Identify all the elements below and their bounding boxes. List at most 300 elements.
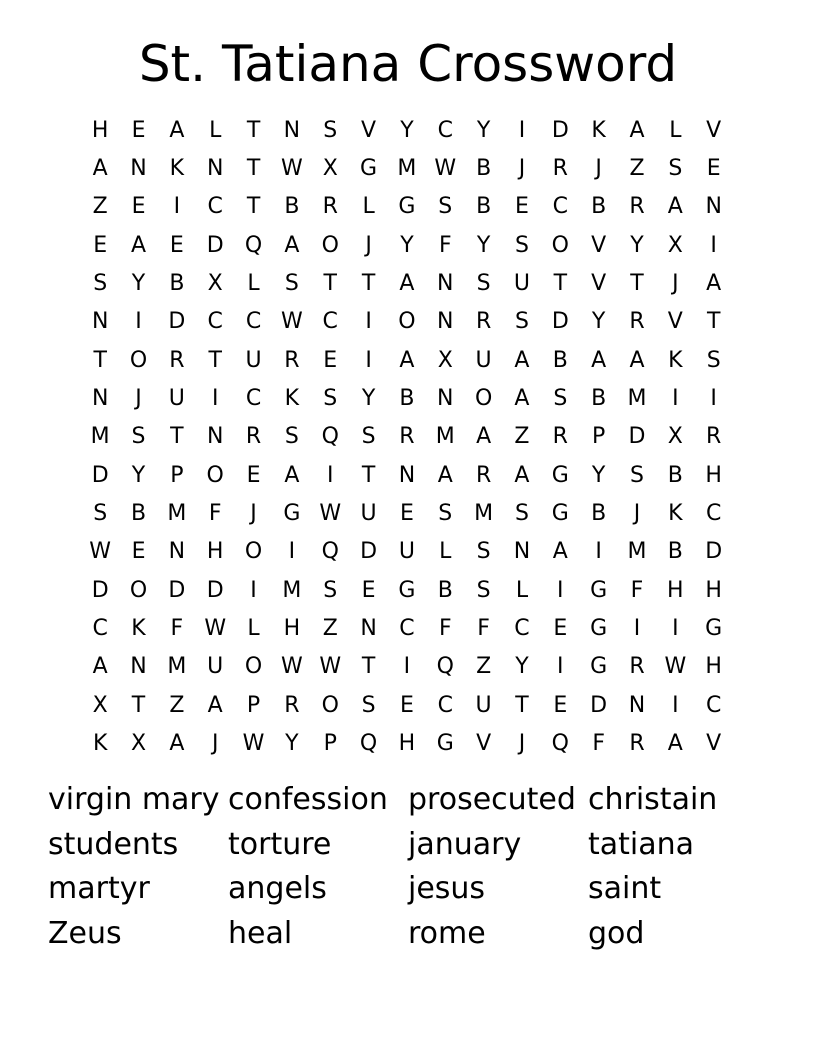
- grid-letter: R: [475, 309, 492, 335]
- grid-row: [81, 494, 733, 532]
- grid-letter: A: [591, 347, 607, 373]
- grid-letter: H: [283, 616, 301, 642]
- grid-letter: S: [93, 271, 108, 297]
- grid-letter: N: [513, 539, 531, 565]
- grid-letter: R: [284, 692, 300, 718]
- grid-letter: C: [207, 309, 223, 335]
- grid-letter: J: [365, 232, 372, 258]
- grid-letter: U: [398, 539, 415, 565]
- grid-letter: N: [283, 117, 301, 143]
- grid-letter: S: [284, 424, 299, 450]
- page-title: St. Tatiana Crossword: [138, 35, 678, 93]
- grid-letter: T: [361, 462, 376, 488]
- grid-letter: F: [438, 616, 452, 642]
- grid-letter: L: [247, 616, 260, 642]
- grid-letter: L: [209, 117, 222, 143]
- grid-letter: H: [705, 654, 722, 680]
- grid-letter: S: [706, 347, 721, 373]
- grid-letter: C: [705, 692, 722, 718]
- grid-letter: A: [514, 386, 530, 412]
- grid-letter: M: [397, 156, 417, 182]
- grid-letter: N: [398, 462, 416, 488]
- grid-letter: D: [206, 577, 224, 603]
- grid-letter: S: [323, 577, 338, 603]
- grid-letter: V: [361, 117, 377, 143]
- grid-letter: N: [91, 309, 109, 335]
- grid-letter: T: [706, 309, 721, 335]
- grid-letter: A: [629, 117, 645, 143]
- grid-letter: C: [207, 194, 223, 220]
- grid-letter: F: [208, 501, 222, 527]
- grid-letter: S: [361, 424, 376, 450]
- grid-letter: H: [398, 731, 416, 757]
- grid-letter: C: [92, 616, 108, 642]
- grid-row: [81, 379, 733, 417]
- grid-letter: J: [250, 501, 257, 527]
- grid-letter: E: [131, 117, 146, 143]
- grid-letter: X: [92, 692, 108, 718]
- grid-letter: F: [630, 577, 644, 603]
- grid-letter: K: [591, 117, 606, 143]
- grid-letter: N: [130, 654, 147, 680]
- grid-letter: B: [667, 539, 683, 565]
- grid-letter: E: [399, 501, 414, 527]
- grid-letter: S: [323, 386, 338, 412]
- grid-letter: U: [360, 501, 377, 527]
- grid-letter: R: [245, 424, 262, 450]
- grid-letter: I: [135, 309, 142, 335]
- grid-letter: N: [91, 386, 109, 412]
- grid-letter: G: [360, 156, 378, 182]
- grid-letter: J: [135, 386, 142, 412]
- grid-letter: C: [245, 386, 262, 412]
- grid-letter: S: [476, 539, 491, 565]
- grid-letter: G: [705, 616, 723, 642]
- grid-letter: J: [518, 156, 526, 182]
- grid-letter: M: [90, 424, 110, 450]
- grid-letter: E: [706, 156, 721, 182]
- grid-row: [81, 609, 733, 647]
- grid-letter: C: [322, 309, 338, 335]
- grid-letter: G: [283, 501, 301, 527]
- grid-letter: E: [246, 462, 261, 488]
- grid-letter: X: [667, 424, 683, 450]
- grid-letter: A: [399, 271, 415, 297]
- grid-letter: E: [553, 692, 568, 718]
- grid-letter: K: [668, 501, 683, 527]
- grid-letter: U: [207, 654, 224, 680]
- grid-letter: D: [628, 424, 646, 450]
- grid-letter: I: [250, 577, 257, 603]
- word-bank-item: god: [588, 916, 645, 952]
- grid-letter: I: [672, 692, 679, 718]
- grid-letter: L: [669, 117, 682, 143]
- grid-letter: O: [551, 232, 569, 258]
- grid-letter: B: [284, 194, 300, 220]
- word-bank-item: january: [408, 826, 522, 862]
- grid-letter: N: [360, 616, 377, 642]
- grid-letter: G: [551, 462, 569, 488]
- word-bank-item: prosecuted: [408, 782, 576, 817]
- grid-letter: S: [476, 577, 491, 603]
- word-bank-item: christain: [588, 782, 718, 817]
- grid-letter: T: [361, 654, 376, 680]
- grid-row: [81, 418, 733, 456]
- grid-letter: D: [590, 692, 608, 718]
- grid-letter: H: [667, 577, 684, 603]
- grid-letter: B: [591, 386, 607, 412]
- grid-letter: K: [169, 156, 185, 182]
- grid-letter: Y: [476, 232, 491, 258]
- grid-letter: Z: [92, 194, 108, 220]
- grid-letter: J: [633, 501, 641, 527]
- grid-letter: H: [206, 539, 224, 565]
- grid-letter: S: [514, 309, 529, 335]
- grid-letter: S: [131, 424, 146, 450]
- grid-letter: A: [207, 692, 223, 718]
- grid-letter: B: [437, 577, 453, 603]
- grid-letter: A: [92, 654, 108, 680]
- grid-letter: D: [91, 462, 109, 488]
- grid-letter: R: [322, 194, 338, 220]
- grid-letter: G: [590, 577, 608, 603]
- grid-letter: Z: [169, 692, 185, 718]
- grid-letter: K: [668, 347, 683, 373]
- grid-letter: A: [667, 731, 683, 757]
- grid-letter: K: [284, 386, 300, 412]
- grid-letter: N: [437, 386, 454, 412]
- grid-letter: M: [627, 539, 647, 565]
- grid-letter: S: [668, 156, 683, 182]
- word-bank-item: tatiana: [588, 826, 695, 862]
- grid-letter: A: [169, 731, 185, 757]
- grid-letter: N: [437, 271, 454, 297]
- grid-letter: N: [206, 156, 224, 182]
- grid-letter: F: [170, 616, 184, 642]
- grid-letter: N: [130, 156, 147, 182]
- grid-row: [81, 533, 733, 571]
- grid-letter: U: [245, 347, 262, 373]
- grid-letter: B: [591, 501, 607, 527]
- grid-letter: E: [515, 194, 529, 220]
- grid-letter: I: [557, 654, 564, 680]
- grid-letter: Z: [322, 616, 338, 642]
- grid-letter: Q: [321, 424, 339, 450]
- grid-letter: D: [206, 232, 224, 258]
- grid-letter: D: [705, 539, 723, 565]
- grid-letter: R: [552, 424, 568, 450]
- grid-letter: S: [630, 462, 644, 488]
- grid-letter: C: [705, 501, 722, 527]
- word-bank-item: torture: [228, 826, 332, 862]
- grid-letter: G: [436, 731, 454, 757]
- grid-row: [81, 456, 733, 494]
- grid-letter: Q: [244, 232, 263, 258]
- grid-letter: I: [288, 539, 296, 565]
- grid-letter: G: [590, 654, 608, 680]
- grid-letter: V: [591, 271, 607, 297]
- grid-letter: I: [211, 386, 219, 412]
- word-bank-item: students: [48, 826, 179, 862]
- grid-letter: K: [131, 616, 146, 642]
- grid-letter: D: [168, 577, 186, 603]
- grid-letter: T: [208, 347, 222, 373]
- grid-letter: W: [664, 654, 687, 680]
- grid-letter: T: [246, 194, 261, 220]
- grid-letter: T: [323, 271, 337, 297]
- word-bank-item: Zeus: [48, 916, 122, 952]
- grid-letter: Q: [551, 731, 569, 757]
- grid-letter: H: [705, 462, 722, 488]
- grid-letter: T: [246, 117, 261, 143]
- grid-letter: I: [672, 616, 679, 642]
- grid-letter: R: [629, 194, 645, 220]
- grid-letter: P: [323, 731, 337, 757]
- grid-letter: I: [710, 232, 717, 258]
- grid-letter: A: [92, 156, 108, 182]
- grid-letter: I: [326, 462, 334, 488]
- grid-letter: X: [130, 731, 147, 757]
- grid-letter: Y: [591, 309, 606, 335]
- grid-letter: X: [437, 347, 453, 373]
- grid-letter: P: [170, 462, 184, 488]
- grid-letter: X: [667, 232, 683, 258]
- grid-letter: R: [629, 731, 645, 757]
- grid-letter: I: [518, 117, 526, 143]
- grid-letter: C: [399, 616, 415, 642]
- grid-letter: B: [169, 271, 185, 297]
- grid-letter: E: [169, 232, 184, 258]
- grid-letter: U: [168, 386, 185, 412]
- grid-letter: O: [398, 309, 416, 335]
- grid-letter: G: [590, 616, 608, 642]
- grid-row: [81, 149, 733, 187]
- grid-letter: M: [474, 501, 494, 527]
- grid-letter: O: [129, 577, 148, 603]
- grid-letter: A: [514, 347, 530, 373]
- grid-letter: Y: [131, 462, 146, 488]
- grid-letter: Y: [591, 462, 606, 488]
- word-bank-item: jesus: [408, 871, 486, 907]
- grid-letter: B: [476, 156, 492, 182]
- grid-letter: I: [403, 654, 411, 680]
- grid-letter: W: [281, 654, 303, 680]
- grid-letter: Y: [515, 654, 529, 680]
- grid-letter: G: [398, 577, 416, 603]
- grid-letter: M: [167, 654, 187, 680]
- grid-letter: Y: [131, 271, 146, 297]
- grid-letter: W: [281, 156, 303, 182]
- grid-letter: V: [591, 232, 607, 258]
- grid-letter: I: [365, 347, 372, 373]
- grid-letter: I: [633, 616, 641, 642]
- grid-letter: O: [321, 692, 339, 718]
- word-bank: [48, 778, 768, 957]
- grid-letter: S: [514, 232, 529, 258]
- grid-letter: C: [437, 692, 453, 718]
- grid-letter: Z: [514, 424, 530, 450]
- grid-letter: S: [476, 271, 491, 297]
- grid-letter: M: [167, 501, 187, 527]
- grid-letter: B: [552, 347, 568, 373]
- grid-letter: E: [399, 692, 414, 718]
- grid-letter: C: [514, 616, 530, 642]
- letter-grid: [81, 111, 733, 763]
- grid-letter: O: [244, 654, 263, 680]
- grid-letter: C: [437, 117, 453, 143]
- word-bank-item: rome: [408, 916, 486, 952]
- grid-letter: M: [282, 577, 302, 603]
- grid-letter: P: [592, 424, 606, 450]
- grid-letter: N: [705, 194, 722, 220]
- grid-letter: A: [284, 232, 300, 258]
- grid-letter: A: [552, 539, 568, 565]
- grid-letter: G: [551, 501, 569, 527]
- grid-letter: C: [552, 194, 568, 220]
- grid-letter: D: [91, 577, 109, 603]
- grid-letter: S: [323, 117, 338, 143]
- grid-letter: A: [514, 462, 530, 488]
- grid-letter: R: [552, 156, 568, 182]
- grid-letter: F: [592, 731, 605, 757]
- grid-letter: J: [518, 731, 526, 757]
- grid-letter: Q: [359, 731, 378, 757]
- grid-letter: T: [170, 424, 184, 450]
- grid-letter: D: [551, 117, 569, 143]
- grid-letter: T: [131, 692, 146, 718]
- grid-letter: M: [627, 386, 647, 412]
- grid-letter: D: [360, 539, 378, 565]
- grid-row: [81, 188, 733, 226]
- grid-letter: J: [672, 271, 679, 297]
- grid-letter: I: [365, 309, 372, 335]
- grid-letter: Z: [629, 156, 645, 182]
- grid-letter: W: [319, 654, 342, 680]
- grid-letter: V: [667, 309, 683, 335]
- grid-letter: R: [169, 347, 185, 373]
- grid-letter: R: [706, 424, 722, 450]
- grid-letter: S: [284, 271, 299, 297]
- word-bank-item: martyr: [48, 871, 150, 907]
- grid-letter: Y: [285, 731, 299, 757]
- grid-letter: T: [515, 692, 529, 718]
- grid-letter: J: [211, 731, 219, 757]
- grid-letter: Y: [476, 117, 491, 143]
- grid-letter: P: [246, 692, 261, 718]
- grid-letter: E: [131, 194, 146, 220]
- grid-letter: A: [437, 462, 453, 488]
- grid-letter: R: [284, 347, 300, 373]
- grid-letter: M: [435, 424, 455, 450]
- grid-letter: D: [551, 309, 569, 335]
- grid-letter: D: [168, 309, 186, 335]
- grid-letter: U: [475, 692, 492, 718]
- grid-letter: V: [476, 731, 492, 757]
- grid-letter: A: [667, 194, 683, 220]
- grid-letter: B: [399, 386, 415, 412]
- grid-letter: W: [281, 309, 303, 335]
- grid-row: [81, 648, 733, 686]
- grid-letter: O: [321, 232, 339, 258]
- grid-letter: S: [514, 501, 529, 527]
- grid-letter: Y: [361, 386, 376, 412]
- grid-letter: A: [476, 424, 492, 450]
- grid-letter: U: [475, 347, 492, 373]
- grid-letter: E: [93, 232, 108, 258]
- grid-letter: H: [705, 577, 722, 603]
- grid-letter: S: [438, 501, 453, 527]
- grid-letter: I: [173, 194, 181, 220]
- grid-letter: S: [93, 501, 108, 527]
- grid-row: [81, 226, 733, 264]
- grid-letter: B: [476, 194, 492, 220]
- grid-letter: T: [630, 271, 644, 297]
- grid-letter: W: [204, 616, 227, 642]
- grid-letter: S: [553, 386, 568, 412]
- grid-letter: O: [474, 386, 493, 412]
- grid-letter: B: [667, 462, 683, 488]
- grid-letter: O: [244, 539, 263, 565]
- grid-letter: L: [247, 271, 260, 297]
- grid-letter: N: [168, 539, 186, 565]
- grid-letter: X: [322, 156, 338, 182]
- grid-letter: N: [628, 692, 646, 718]
- grid-letter: L: [362, 194, 375, 220]
- grid-letter: V: [706, 117, 722, 143]
- grid-letter: E: [131, 539, 146, 565]
- grid-letter: B: [591, 194, 607, 220]
- grid-letter: S: [438, 194, 453, 220]
- grid-letter: A: [706, 271, 722, 297]
- grid-letter: S: [361, 692, 376, 718]
- grid-letter: W: [242, 731, 265, 757]
- grid-letter: E: [323, 347, 338, 373]
- grid-letter: W: [319, 501, 342, 527]
- grid-letter: E: [361, 577, 376, 603]
- grid-letter: A: [629, 347, 645, 373]
- grid-letter: U: [513, 271, 530, 297]
- word-bank-item: virgin mary: [48, 782, 220, 817]
- grid-letter: E: [553, 616, 568, 642]
- grid-letter: A: [169, 117, 185, 143]
- grid-letter: R: [629, 309, 645, 335]
- grid-letter: W: [434, 156, 457, 182]
- grid-letter: Q: [436, 654, 454, 680]
- grid-letter: R: [629, 654, 645, 680]
- word-bank-item: saint: [588, 871, 662, 907]
- grid-letter: T: [553, 271, 568, 297]
- grid-letter: G: [398, 194, 416, 220]
- grid-letter: I: [710, 386, 717, 412]
- grid-letter: Y: [400, 232, 414, 258]
- grid-letter: F: [438, 232, 452, 258]
- grid-row: [81, 111, 733, 149]
- grid-letter: B: [130, 501, 147, 527]
- grid-letter: I: [595, 539, 602, 565]
- grid-letter: Q: [321, 539, 339, 565]
- grid-letter: A: [284, 462, 300, 488]
- word-bank-item: angels: [228, 871, 327, 907]
- grid-row: [81, 725, 733, 763]
- grid-row: [81, 264, 733, 302]
- grid-row: [81, 341, 733, 379]
- grid-row: [81, 303, 733, 341]
- grid-letter: T: [93, 347, 107, 373]
- grid-letter: Z: [476, 654, 492, 680]
- grid-letter: A: [130, 232, 147, 258]
- grid-letter: O: [206, 462, 224, 488]
- grid-letter: J: [595, 156, 602, 182]
